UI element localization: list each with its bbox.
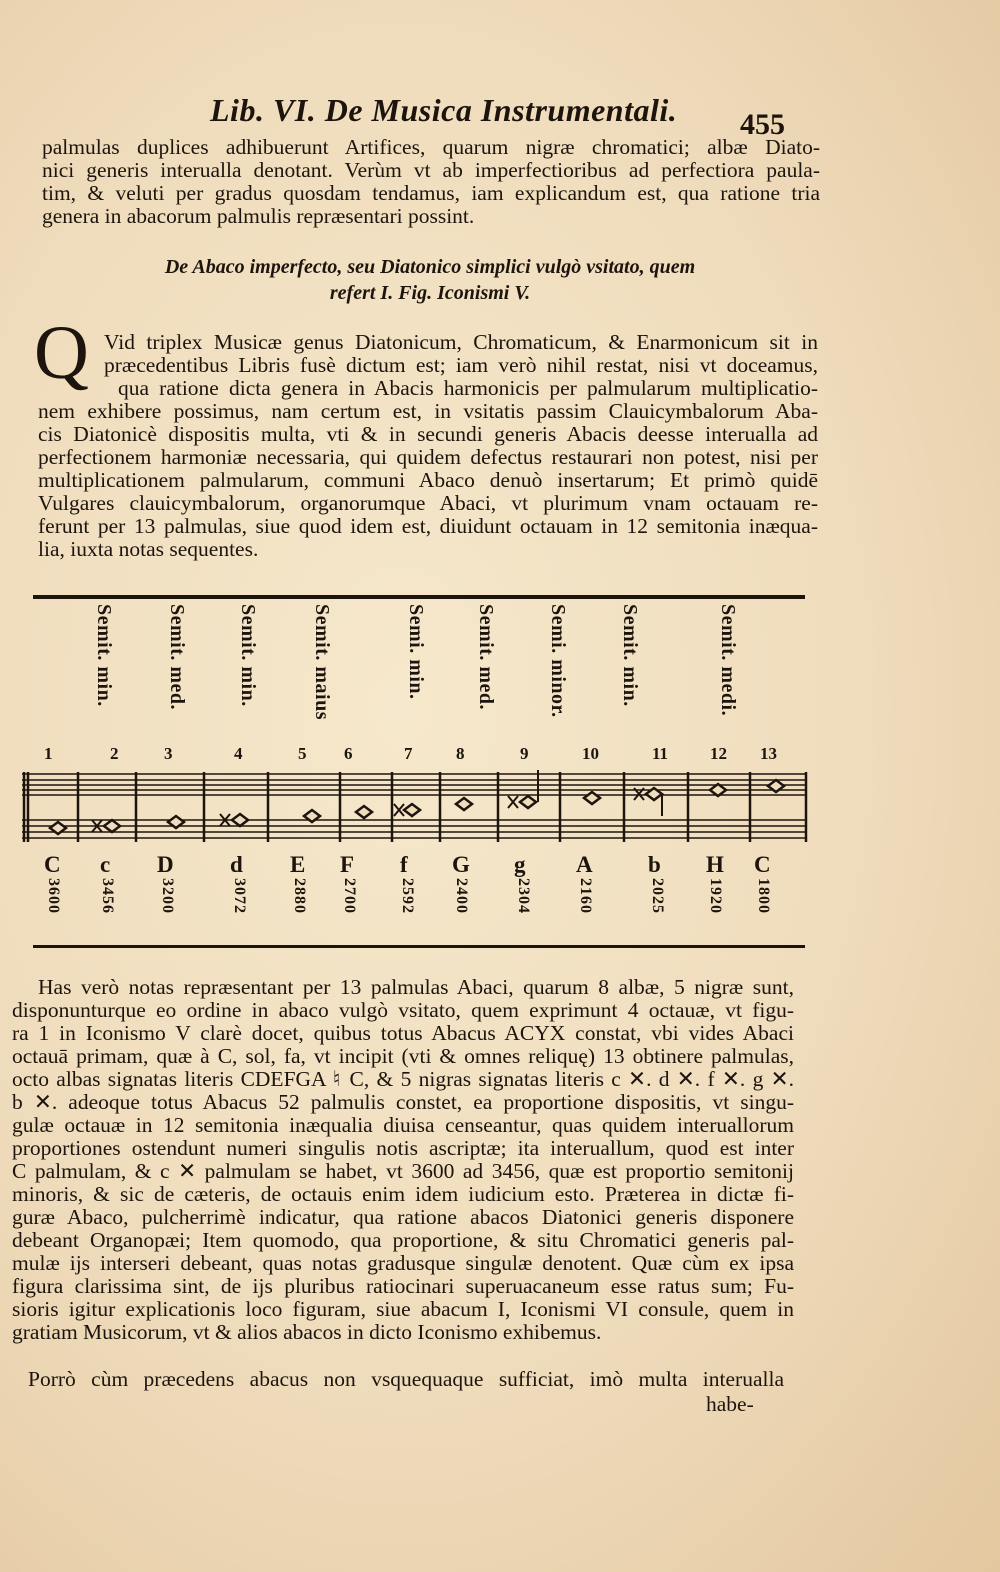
text-line: mulæ ijs interseri debeant, quas notas gradusque singulæ denotent. Quæ cùm ex ipsa <box>12 1251 794 1275</box>
note-stems <box>538 770 662 816</box>
text-line: gratiam Musicorum, vt & alios abacos in dicto Iconismo exhibemus. <box>12 1320 602 1344</box>
text-line: tim, & veluti per gradus quosdam tendamus, iam explicandum est, qua ratione tria <box>42 181 820 205</box>
note <box>356 806 372 818</box>
text-line: ferunt per 13 palmulas, siue quod idem est, diuidunt octauam in 12 semitonia inæqua- <box>38 514 818 538</box>
text-line: C palmulam, & c ✕ palmulam se habet, vt 3600 ad 3456, quæ est proportio semitonij <box>12 1159 794 1183</box>
note <box>584 792 600 804</box>
semitone-label: Semit. maius <box>311 604 333 720</box>
key-number: 5 <box>298 744 307 763</box>
text-line: b ✕. adeoque totus Abacus 52 palmulis constet, ea proportione dispositis, vt singu- <box>12 1090 794 1114</box>
key-number: 7 <box>404 744 413 763</box>
key-number: 9 <box>520 744 529 763</box>
text-line: palmulas duplices adhibuerunt Artifices, quarum nigræ chromatici; albæ Diato- <box>42 135 820 159</box>
semitone-label: Semit. min. <box>619 604 641 707</box>
section-heading-line-1: De Abaco imperfecto, seu Diatonico simplici vulgò vsitato, quem <box>164 256 696 278</box>
section-heading-line-2: refert I. Fig. Iconismi V. <box>329 282 531 304</box>
note <box>232 814 248 826</box>
ratio-number: 3456 <box>99 878 116 914</box>
ratio-number: 2880 <box>291 878 308 914</box>
key-number: 4 <box>234 744 243 763</box>
semitone-label: Semit. med. <box>475 604 497 711</box>
text-line: minoris, & sic de cæteris, de octauis enim idem iudicium esto. Præterea in dictæ fi- <box>12 1182 794 1206</box>
text-line: disponunturque eo ordine in abaco vulgò vsitato, quem exprimunt 4 octauæ, vt figu- <box>12 998 794 1022</box>
note-letter: b <box>648 852 661 877</box>
final-paragraph <box>12 1368 784 1391</box>
ratio-number: 1800 <box>755 878 772 914</box>
key-number: 1 <box>44 744 53 763</box>
text-line: octauā primam, quæ à C, sol, fa, vt incipit (vti & omnes reliquę) 13 obtinere palmulas, <box>12 1044 794 1068</box>
text-line: ra 1 in Iconismo V clarè docet, quibus totus Abacus ACYX constat, vbi vides Abaci <box>12 1021 794 1045</box>
text-line: genera in abacorum palmulis repræsentari possint. <box>42 204 475 228</box>
text-line: Porrò cùm præcedens abacus non vsquequaque sufficiat, imò multa interualla <box>28 1367 784 1391</box>
key-number: 13 <box>760 744 777 763</box>
sharp-sign-icon <box>508 796 518 808</box>
note <box>404 804 420 816</box>
semitone-label: Semi. minor. <box>547 604 569 718</box>
note <box>104 820 120 832</box>
catchword: habe- <box>706 1392 754 1416</box>
text-line: cis Diatonicè dispositis multa, vti & in secundi generis Abacis deesse interualla ad <box>38 422 818 446</box>
note-letter: d <box>230 852 243 877</box>
ratio-number: 3200 <box>159 878 176 914</box>
ratio-number: 1920 <box>707 878 724 914</box>
running-title: Lib. VI. De Musica Instrumentali. <box>210 92 678 128</box>
ratio-number: 3600 <box>45 878 62 914</box>
music-staff-diagram <box>20 768 810 848</box>
page-number: 455 <box>740 108 785 141</box>
intro-paragraph <box>42 136 820 228</box>
figure-bottom-rule <box>33 945 805 948</box>
note-letter: E <box>290 852 306 877</box>
ratio-number: 2025 <box>649 878 666 914</box>
note <box>520 796 536 808</box>
text-line: guræ Abaco, pulcherrimè indicatur, qua ratione abacos Diatonici generis disponere <box>12 1205 794 1229</box>
key-number: 6 <box>344 744 353 763</box>
text-line: sioris igitur explicationis loco figuram, siue abacum I, Iconismi VI consule, quem in <box>12 1297 794 1321</box>
note-letter: H <box>706 852 724 877</box>
note-letter: G <box>452 852 470 877</box>
ratio-number: 2304 <box>515 878 532 914</box>
note-letter: C <box>754 852 771 877</box>
ratio-number: 3072 <box>231 878 248 914</box>
figure-top-rule <box>33 595 805 599</box>
main-paragraph <box>38 331 818 561</box>
note-letter: f <box>400 852 408 877</box>
semitone-label: Semit. medi. <box>717 604 739 717</box>
closing-paragraph <box>12 976 794 1344</box>
text-line: octo albas signatas literis CDEFGA ♮ C, & 5 nigras signatas literis c ✕. d ✕. f ✕. g ✕. <box>12 1067 794 1091</box>
text-line: proportiones ostendunt numeri singulis notis ascriptæ; ita interuallum, quod est inter <box>12 1136 794 1160</box>
text-line: qua ratione dicta genera in Abacis harmonicis per palmularum multiplicatio- <box>118 376 818 400</box>
note <box>456 798 472 810</box>
ratio-number: 2700 <box>341 878 358 914</box>
ratio-number: 2400 <box>453 878 470 914</box>
text-line: multiplicationem palmularum, communi Abaco denuò insertarum; Et primò quidē <box>38 468 818 492</box>
ratio-number: 2592 <box>399 878 416 914</box>
note-letter: g <box>514 852 526 877</box>
text-line: perfectionem harmoniæ necessaria, qui quidem defectus restaurari non potest, nisi per <box>38 445 818 469</box>
ratio-number: 2160 <box>577 878 594 914</box>
key-number: 8 <box>456 744 465 763</box>
text-line: lia, iuxta notas sequentes. <box>38 537 259 561</box>
key-number: 12 <box>710 744 727 763</box>
text-line: debeant Organopæi; Item quomodo, qua proportione, & situ Chromatici generis pal- <box>12 1228 794 1252</box>
text-line: præcedentibus Libris fusè dictum est; iam verò nihil restat, nisi vt doceamus, <box>104 353 818 377</box>
key-number: 3 <box>164 744 173 763</box>
running-head <box>210 92 800 132</box>
semitone-label: Semit. med. <box>166 604 188 711</box>
text-line: nici generis interualla denotant. Verùm vt ab imperfectioribus ad perfectiora paula- <box>42 158 820 182</box>
note-letter: C <box>44 852 61 877</box>
note-letter: F <box>340 852 355 877</box>
note-letter: A <box>576 852 593 877</box>
text-line: figura clarissima sint, de ijs pluribus ratiocinari superuacaneum esse ratus sum; Fu- <box>12 1274 794 1298</box>
note-letter: c <box>100 852 111 877</box>
key-number: 10 <box>582 744 599 763</box>
drop-cap: Q <box>34 311 89 395</box>
text-line: Vulgares clauicymbalorum, organorumque Abaci, vt plurimum vnam octauam re- <box>38 491 818 515</box>
text-line: Has verò notas repræsentant per 13 palmulas Abaci, quarum 8 albæ, 5 nigræ sunt, <box>38 975 794 999</box>
text-line: gulæ octauæ in 12 semitonia inæqualia diuisa censeantur, quas quidem interuallorum <box>12 1113 794 1137</box>
text-line: Vid triplex Musicæ genus Diatonicum, Chromaticum, & Enarmonicum sit in <box>104 330 818 354</box>
note-letter: D <box>157 852 174 877</box>
semitone-label: Semit. min. <box>237 604 259 707</box>
key-number: 11 <box>652 744 669 763</box>
text-line: nem exhibere possimus, nam certum est, in vsitatis passim Clauicymbalorum Aba- <box>38 399 818 423</box>
semitone-label: Semit. min. <box>93 604 115 707</box>
semitone-label: Semi. min. <box>405 604 427 700</box>
key-number: 2 <box>110 744 119 763</box>
